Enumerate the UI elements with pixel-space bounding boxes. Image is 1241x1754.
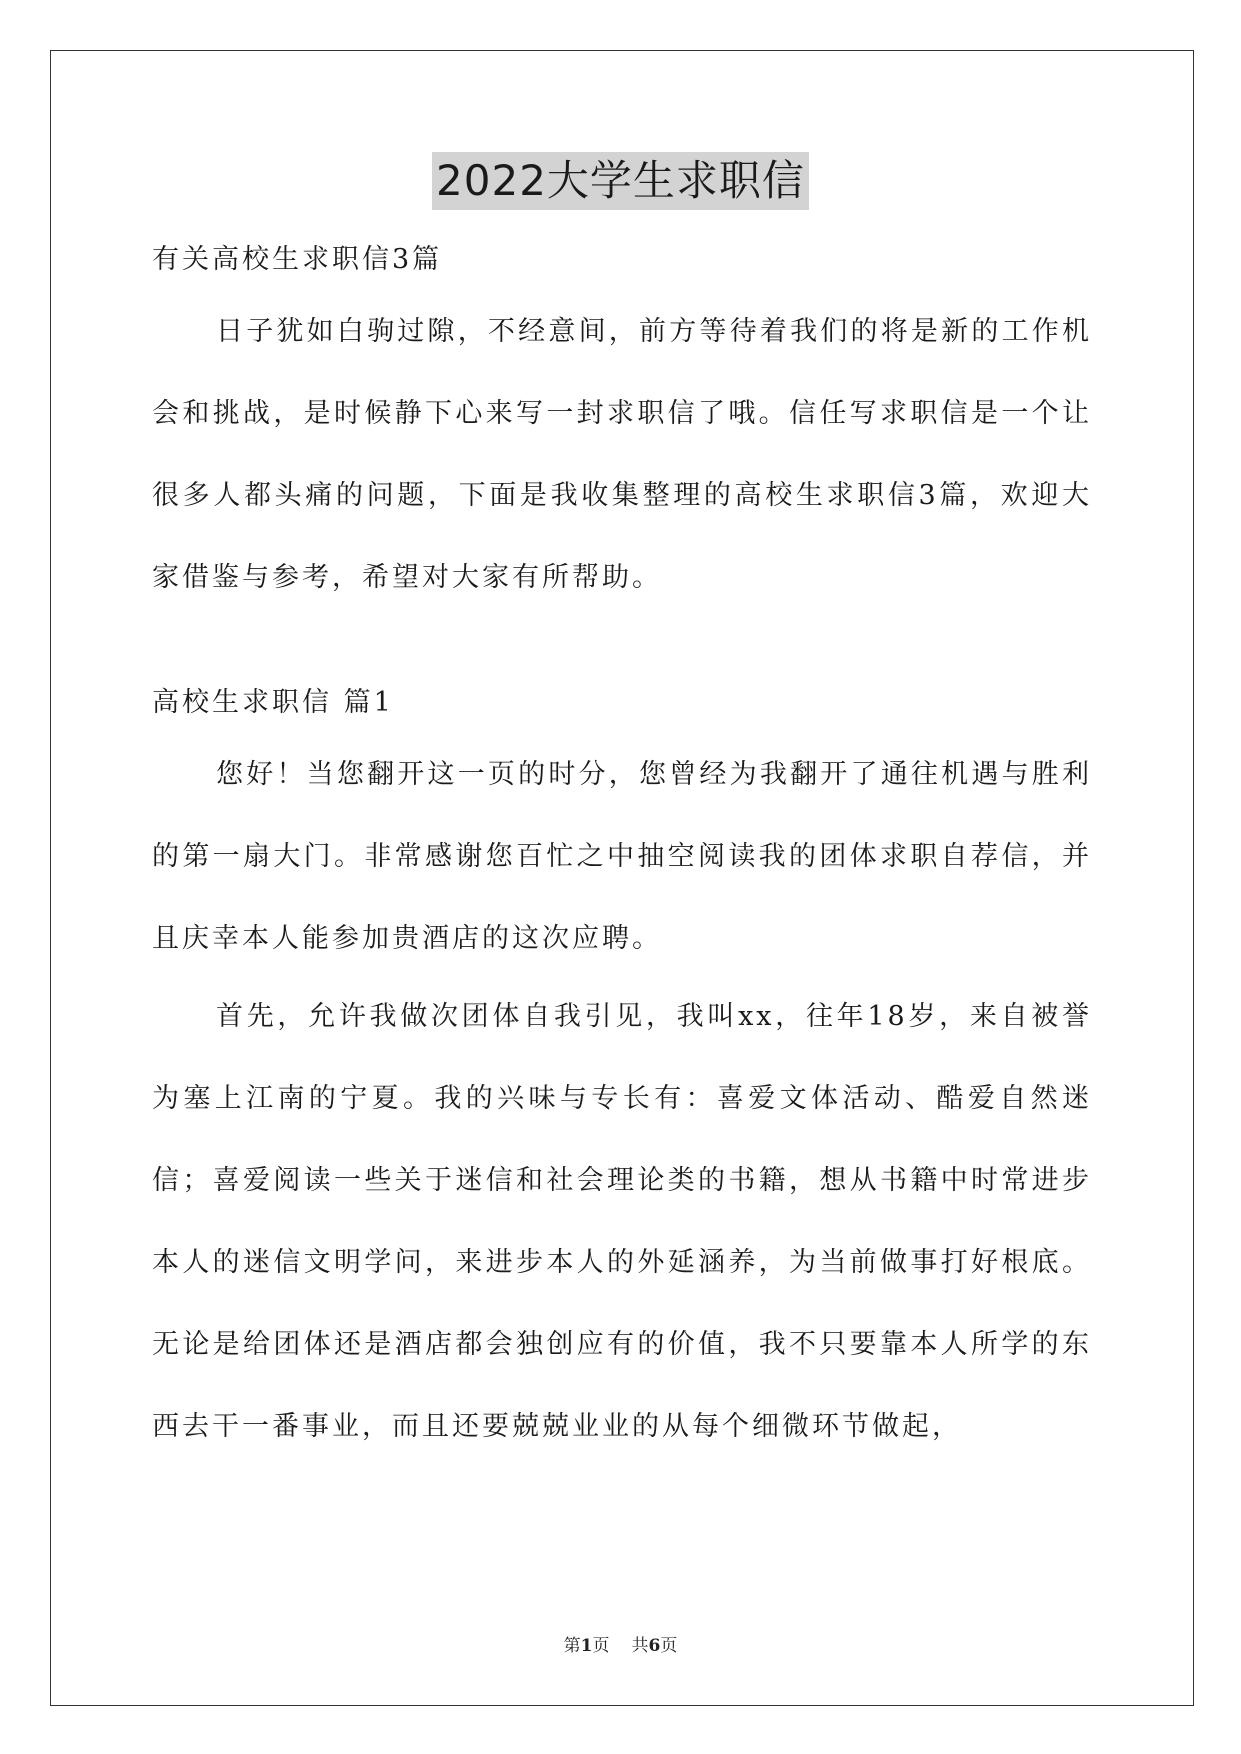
body-paragraph-1: 您好！当您翻开这一页的时分，您曾经为我翻开了通往机遇与胜利的第一扇大门。非常感谢您百忙之中抽空阅读我的团体求职自荐信，并且庆幸本人能参加贵酒店的这次应聘。 [152, 759, 1092, 954]
body-paragraph-2: 首先，允许我做次团体自我引见，我叫xx，往年18岁，来自被誉为塞上江南的宁夏。我的兴味与专长有：喜爱文体活动、酷爱自然迷信；喜爱阅读一些关于迷信和社会理论类的书籍，想从书籍中时常进步本人的迷信文明学问，来进步本人的外延涵养，为当前做事打好根底。无论是给团体还是酒店都会独创应有的价值，我不只要靠本人所学的东西去干一番事业，而且还要兢兢业业的从每个细微环节做起， [152, 1001, 1092, 1442]
footer-page-prefix: 第 [563, 1636, 581, 1656]
footer-total-suffix: 页 [660, 1636, 678, 1656]
footer-total-prefix: 共 [631, 1636, 649, 1656]
intro-paragraph: 日子犹如白驹过隙，不经意间，前方等待着我们的将是新的工作机会和挑战，是时候静下心来写一封求职信了哦。信任写求职信是一个让很多人都头痛的问题，下面是我收集整理的高校生求职信3篇，欢迎大家借鉴与参考，希望对大家有所帮助。 [152, 316, 1092, 593]
page-footer [0, 1631, 1241, 1656]
document-subtitle: 有关高校生求职信3篇 [152, 244, 443, 275]
title-container [0, 152, 1241, 210]
footer-current-page: 1 [580, 1636, 593, 1656]
footer-page-suffix: 页 [592, 1636, 610, 1656]
section-heading: 高校生求职信 篇1 [152, 687, 394, 718]
footer-total-pages: 6 [648, 1636, 661, 1656]
document-title: 2022大学生求职信 [432, 152, 809, 210]
